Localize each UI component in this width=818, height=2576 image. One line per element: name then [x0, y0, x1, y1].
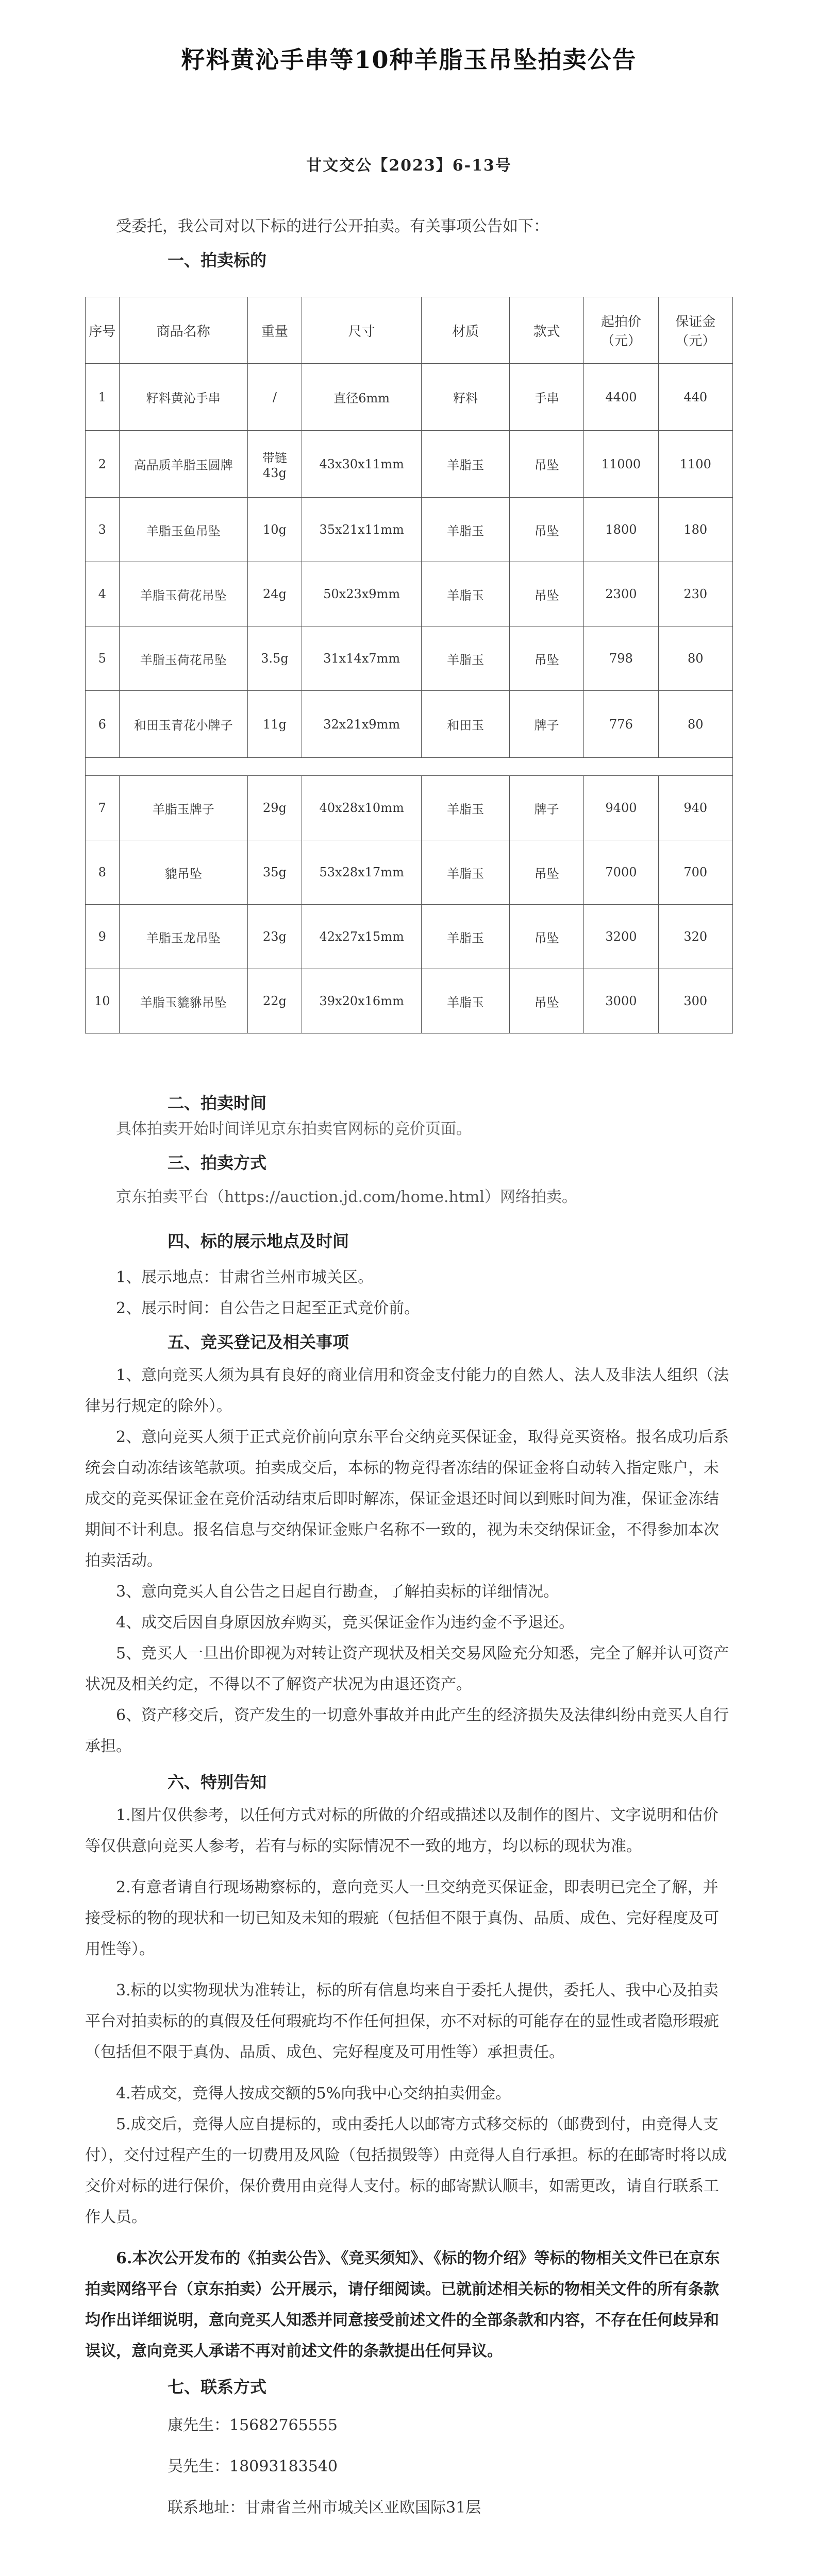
table-cell: 羊脂玉: [422, 626, 510, 691]
table-cell: 80: [658, 691, 732, 758]
contact-kang: 康先生：15682765555: [168, 2416, 338, 2434]
table-row: [86, 431, 733, 498]
notice-item: 1.图片仅供参考，以任何方式对标的所做的介绍或描述以及制作的图片、文字说明和估价等仅供意向竞买人参考，若有与标的实际情况不一致的地方，均以标的现状为准。: [85, 1806, 719, 1855]
contact-wu: 吴先生：18093183540: [168, 2458, 338, 2476]
items-table-wrapper: [85, 297, 733, 1033]
table-cell: 32x21x9mm: [302, 691, 422, 758]
contact-address: 联系地址：甘肃省兰州市城关区亚欧国际31层: [168, 2499, 481, 2517]
table-cell: 7000: [584, 840, 658, 905]
table-cell: 牌子: [509, 691, 583, 758]
table-cell: 吊坠: [509, 905, 583, 969]
table-cell: 320: [658, 905, 732, 969]
table-cell: 4400: [584, 364, 658, 431]
table-cell: 29g: [247, 776, 302, 840]
table-cell: 3000: [584, 969, 658, 1033]
table-row: [86, 364, 733, 431]
table-header-cell: 款式: [509, 297, 583, 364]
table-cell: 5: [86, 626, 120, 691]
table-gap-cell: [86, 758, 733, 776]
section-heading-1: 一、拍卖标的: [168, 250, 267, 270]
section-heading-6: 六、特别告知: [168, 1772, 267, 1792]
table-cell: 7: [86, 776, 120, 840]
table-cell: 300: [658, 969, 732, 1033]
table-cell: 羊脂玉: [422, 776, 510, 840]
registration-item: 1、意向竞买人须为具有良好的商业信用和资金支付能力的自然人、法人及非法人组织（法律另行规定的除外）。: [85, 1366, 729, 1415]
table-cell: 50x23x9mm: [302, 562, 422, 626]
table-cell: 40x28x10mm: [302, 776, 422, 840]
table-cell: 带链43g: [247, 431, 302, 498]
table-cell: 10: [86, 969, 120, 1033]
registration-item: 2、意向竞买人须于正式竞价前向京东平台交纳竞买保证金，取得竞买资格。报名成功后系统会自动冻结该笔款项。拍卖成交后，本标的物竞得者冻结的保证金将自动转入指定账户，未成交的竞买保证金在竞价活动结束后即时解冻，保证金退还时间以到账时间为准，保证金冻结期间不计利息。报名信息与交纳保证金账户名称不一致的，视为未交纳保证金，不得参加本次拍卖活动。: [85, 1428, 729, 1570]
table-cell: 35g: [247, 840, 302, 905]
notice-item: 2.有意者请自行现场勘察标的，意向竞买人一旦交纳竞买保证金，即表明已完全了解，并接受标的物的现状和一切已知及未知的瑕疵（包括但不限于真伪、品质、成色、完好程度及可用性等）。: [85, 1878, 719, 1958]
table-body: [86, 364, 733, 1033]
table-cell: 35x21x11mm: [302, 498, 422, 562]
document-number: 甘文交公【2023】6-13号: [306, 157, 512, 175]
table-cell: 940: [658, 776, 732, 840]
table-cell: 籽料: [422, 364, 510, 431]
table-header-cell: 尺寸: [302, 297, 422, 364]
table-cell: 籽料黄沁手串: [119, 364, 247, 431]
section-heading-7: 七、联系方式: [168, 2377, 267, 2397]
registration-item: 6、资产移交后，资产发生的一切意外事故并由此产生的经济损失及法律纠纷由竞买人自行承担。: [85, 1706, 729, 1755]
table-cell: 羊脂玉: [422, 840, 510, 905]
table-cell: 羊脂玉: [422, 969, 510, 1033]
items-table: [85, 297, 733, 1033]
table-row: [86, 776, 733, 840]
table-cell: 羊脂玉: [422, 905, 510, 969]
table-cell: 11g: [247, 691, 302, 758]
table-cell: 8: [86, 840, 120, 905]
table-row: [86, 905, 733, 969]
table-header-cell: 商品名称: [119, 297, 247, 364]
intro-paragraph: 受委托，我公司对以下标的进行公开拍卖。有关事项公告如下：: [116, 217, 549, 235]
table-cell: 798: [584, 626, 658, 691]
table-header-cell: 保证金（元）: [658, 297, 732, 364]
table-cell: 和田玉: [422, 691, 510, 758]
table-cell: 吊坠: [509, 498, 583, 562]
table-row: [86, 691, 733, 758]
table-cell: 230: [658, 562, 732, 626]
table-cell: 1: [86, 364, 120, 431]
registration-item: 5、竞买人一旦出价即视为对转让资产现状及相关交易风险充分知悉，完全了解并认可资产状况及相关约定，不得以不了解资产状况为由退还资产。: [85, 1645, 729, 1693]
table-cell: 3.5g: [247, 626, 302, 691]
notice-item: 6.本次公开发布的《拍卖公告》、《竞买须知》、《标的物介绍》等标的物相关文件已在京东拍卖网络平台（京东拍卖）公开展示，请仔细阅读。已就前述相关标的物相关文件的所有条款均作出详细说明，意向竞买人知悉并同意接受前述文件的全部条款和内容，不存在任何歧异和误议，意向竞买人承诺不再对前述文件的条款提出任何异议。: [85, 2249, 720, 2360]
section-heading-3: 三、拍卖方式: [168, 1153, 267, 1173]
auction-method-text: 京东拍卖平台（https://auction.jd.com/home.html）网络拍卖。: [116, 1188, 577, 1206]
table-cell: 羊脂玉貔貅吊坠: [119, 969, 247, 1033]
table-gap: [86, 758, 733, 776]
section-heading-2: 二、拍卖时间: [168, 1093, 267, 1113]
table-cell: 42x27x15mm: [302, 905, 422, 969]
table-cell: 2300: [584, 562, 658, 626]
table-cell: 11000: [584, 431, 658, 498]
table-cell: 吊坠: [509, 626, 583, 691]
table-cell: 10g: [247, 498, 302, 562]
table-cell: 貔吊坠: [119, 840, 247, 905]
notice-item: 4.若成交，竞得人按成交额的5%向我中心交纳拍卖佣金。: [116, 2084, 511, 2103]
table-cell: 3: [86, 498, 120, 562]
table-header-row: [86, 297, 733, 364]
table-cell: 440: [658, 364, 732, 431]
registration-item: 4、成交后因自身原因放弃购买，竞买保证金作为违约金不予退还。: [116, 1614, 575, 1632]
table-cell: 牌子: [509, 776, 583, 840]
table-cell: /: [247, 364, 302, 431]
table-header-cell: 序号: [86, 297, 120, 364]
auction-time-text: 具体拍卖开始时间详见京东拍卖官网标的竞价页面。: [116, 1120, 472, 1138]
table-cell: 80: [658, 626, 732, 691]
table-cell: 31x14x7mm: [302, 626, 422, 691]
table-cell: 39x20x16mm: [302, 969, 422, 1033]
table-cell: 6: [86, 691, 120, 758]
table-row: [86, 626, 733, 691]
table-cell: 吊坠: [509, 969, 583, 1033]
table-cell: 3200: [584, 905, 658, 969]
table-cell: 776: [584, 691, 658, 758]
table-cell: 吊坠: [509, 840, 583, 905]
table-cell: 1100: [658, 431, 732, 498]
table-row: [86, 840, 733, 905]
table-row: [86, 969, 733, 1033]
table-cell: 羊脂玉: [422, 562, 510, 626]
table-cell: 羊脂玉荷花吊坠: [119, 562, 247, 626]
table-cell: 53x28x17mm: [302, 840, 422, 905]
table-cell: 羊脂玉鱼吊坠: [119, 498, 247, 562]
display-location: 1、展示地点：甘肃省兰州市城关区。: [116, 1268, 374, 1286]
table-cell: 4: [86, 562, 120, 626]
table-cell: 直径6mm: [302, 364, 422, 431]
table-cell: 吊坠: [509, 562, 583, 626]
section-heading-4: 四、标的展示地点及时间: [168, 1231, 349, 1251]
table-cell: 1800: [584, 498, 658, 562]
table-cell: 9: [86, 905, 120, 969]
table-row: [86, 498, 733, 562]
table-cell: 羊脂玉: [422, 498, 510, 562]
table-header-cell: 起拍价（元）: [584, 297, 658, 364]
table-cell: 43x30x11mm: [302, 431, 422, 498]
table-header-cell: 重量: [247, 297, 302, 364]
table-cell: 羊脂玉荷花吊坠: [119, 626, 247, 691]
table-cell: 23g: [247, 905, 302, 969]
notice-item: 3.标的以实物现状为准转让，标的所有信息均来自于委托人提供，委托人、我中心及拍卖平台对拍卖标的的真假及任何瑕疵均不作任何担保，亦不对标的可能存在的显性或者隐形瑕疵（包括但不限于真伪、品质、成色、完好程度及可用性等）承担责任。: [85, 1981, 719, 2061]
page-title: 籽料黄沁手串等10种羊脂玉吊坠拍卖公告: [181, 46, 637, 74]
table-cell: 2: [86, 431, 120, 498]
table-cell: 高品质羊脂玉圆牌: [119, 431, 247, 498]
display-time: 2、展示时间：自公告之日起至正式竞价前。: [116, 1299, 420, 1317]
table-cell: 吊坠: [509, 431, 583, 498]
table-cell: 手串: [509, 364, 583, 431]
table-cell: 羊脂玉: [422, 431, 510, 498]
table-cell: 和田玉青花小牌子: [119, 691, 247, 758]
table-cell: 24g: [247, 562, 302, 626]
table-row: [86, 562, 733, 626]
table-header-cell: 材质: [422, 297, 510, 364]
registration-item: 3、意向竞买人自公告之日起自行勘查，了解拍卖标的详细情况。: [116, 1583, 559, 1601]
table-cell: 700: [658, 840, 732, 905]
table-cell: 羊脂玉龙吊坠: [119, 905, 247, 969]
table-cell: 22g: [247, 969, 302, 1033]
table-cell: 180: [658, 498, 732, 562]
notice-item: 5.成交后，竞得人应自提标的，或由委托人以邮寄方式移交标的（邮费到付，由竞得人支付），交付过程产生的一切费用及风险（包括损毁等）由竞得人自行承担。标的在邮寄时将以成交价对标的进行保价，保价费用由竞得人支付。标的邮寄默认顺丰，如需更改，请自行联系工作人员。: [85, 2115, 727, 2226]
section-heading-5: 五、竞买登记及相关事项: [168, 1332, 349, 1352]
table-cell: 羊脂玉牌子: [119, 776, 247, 840]
table-cell: 9400: [584, 776, 658, 840]
